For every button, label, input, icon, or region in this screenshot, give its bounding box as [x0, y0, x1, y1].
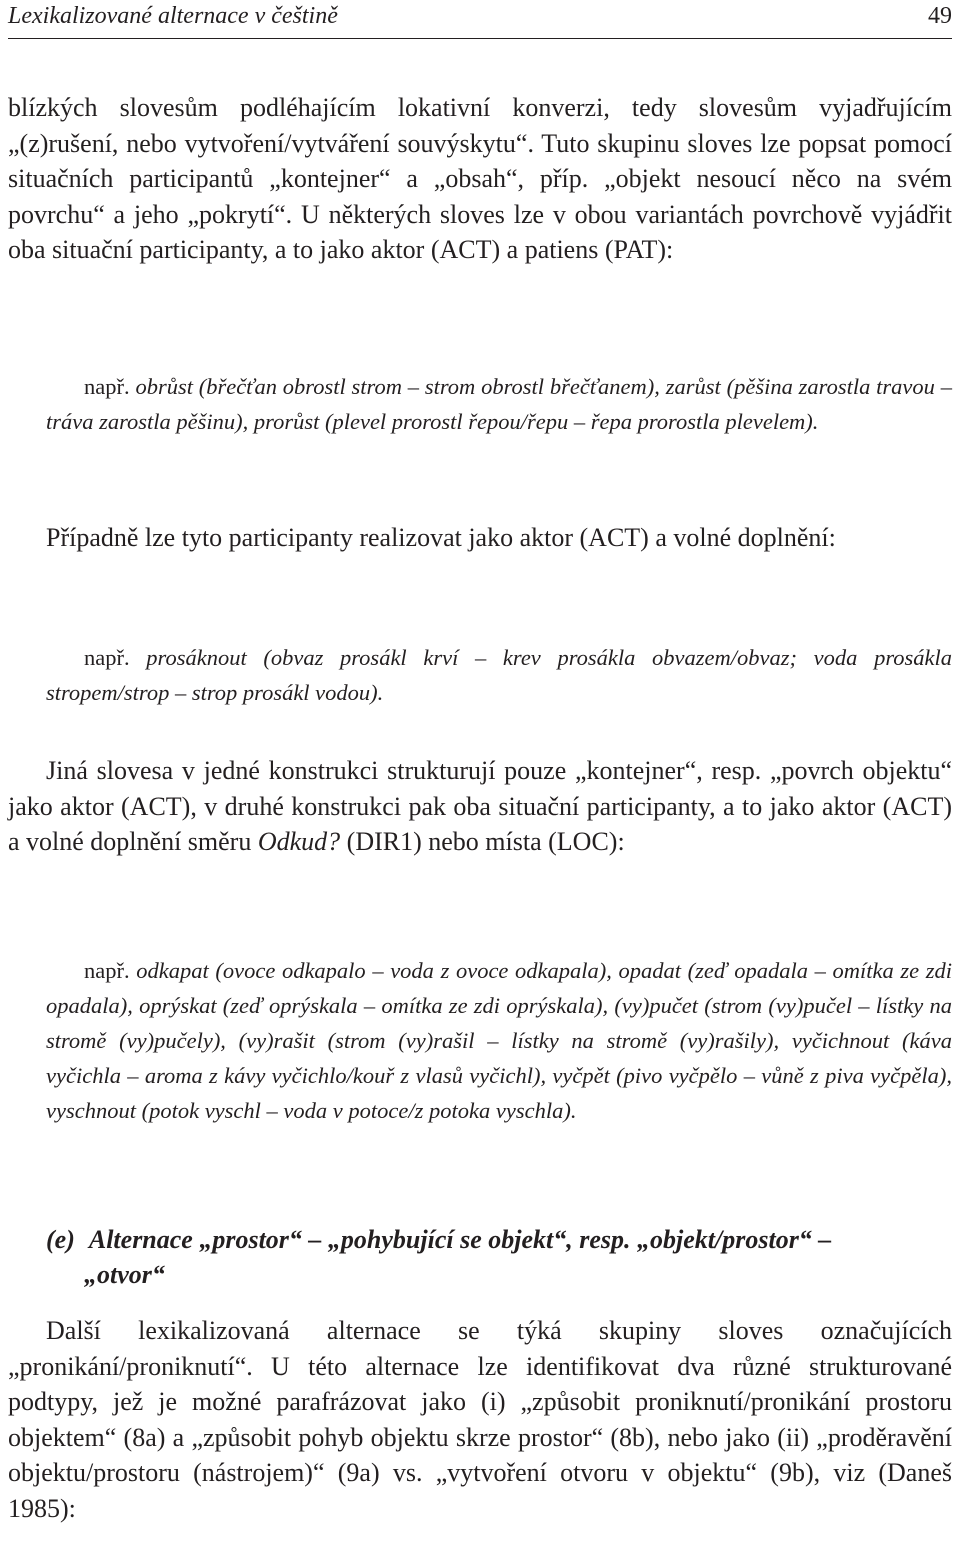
example-1	[46, 369, 952, 439]
example-2-text: prosáknout (obvaz prosákl krví – krev prosákla obvazem/obvaz; voda prosákla stropem/strop – strop prosákl vodou).	[46, 645, 952, 705]
paragraph-3-text-a: Jiná slovesa v jedné konstrukci strukturují pouze „kontejner“, resp. „povrch objektu“ jako aktor (ACT), v druhé konstrukci pak oba situační participanty, a to jako aktor (ACT) a volné doplnění směru	[8, 756, 952, 856]
example-2	[46, 640, 952, 710]
paragraph-4: Další lexikalizovaná alternace se týká skupiny sloves označujících „pronikání/proniknutí“. U této alternace lze identifikovat dva různé strukturované podtypy, jež je možné parafrázovat jako (i) „způsobit proniknutí/pronikání prostoru objektem“ (8a) a „způsobit pohyb objektu skrze prostor“ (8b), nebo jako (ii) „proděravění objektu/prostoru (nástrojem)“ (9a) vs. „vytvoření otvoru v objektu“ (9b), viz (Daneš 1985):	[8, 1316, 952, 1523]
section-title-line1: Alternace „prostor“ – „pohybující se objekt“, resp. „objekt/prostor“ –	[88, 1225, 832, 1254]
paragraph-1: blízkých slovesům podléhajícím lokativní konverzi, tedy slovesům vyjadřujícím „(z)rušení, nebo vytvoření/vytváření souvýskytu“. Tuto skupinu sloves lze popsat pomocí situačních participantů „kontejner“ a „obsah“, příp. „objekt nesoucí něco na svém povrchu“ a jeho „pokrytí“. U některých sloves lze v obou variantách povrchově vyjádřit oba situační participanty, a to jako aktor (ACT) a patiens (PAT):	[8, 93, 952, 264]
example-2-lead: např.	[84, 645, 130, 670]
running-title: Lexikalizované alternace v češtině	[8, 3, 338, 29]
example-3-text: odkapat (ovoce odkapalo – voda z ovoce odkapala), opadat (zeď opadala – omítka ze zdi opadala), oprýskat (zeď oprýskala – omítka ze zdi oprýskala), (vy)pučet (strom (vy)pučel – lístky na stromě (vy)pučely), (vy)rašit (strom (vy)rašil – lístky na stromě (vy)rašily), vyčichnout (káva vyčichla – aroma z kávy vyčichlo/kouř z vlasů vyčichl), vyčpět (pivo vyčpělo – vůně z piva vyčpěla), vyschnout (potok vyschl – voda v potoce/z potoka vyschla).	[46, 958, 952, 1123]
paragraph-3-text-b: (DIR1) nebo místa (LOC):	[340, 827, 625, 856]
section-heading-e	[46, 1222, 952, 1292]
section-number: (e)	[46, 1225, 75, 1254]
paragraph-3	[8, 753, 952, 860]
paragraph-2: Případně lze tyto participanty realizovat jako aktor (ACT) a volné doplnění:	[46, 523, 836, 552]
example-3	[46, 953, 952, 1128]
running-header	[8, 0, 952, 39]
paragraph-3-italic: Odkud?	[257, 827, 341, 856]
example-3-lead: např.	[84, 958, 130, 983]
example-1-lead: např.	[84, 374, 130, 399]
page-number: 49	[928, 3, 952, 29]
example-1-text: obrůst (břečťan obrostl strom – strom obrostl břečťanem), zarůst (pěšina zarostla travou – tráva zarostla pěšinu), prorůst (plevel prorostl řepou/řepu – řepa prorostla plevelem).	[46, 374, 952, 434]
section-title-line2: „otvor“	[84, 1260, 165, 1289]
